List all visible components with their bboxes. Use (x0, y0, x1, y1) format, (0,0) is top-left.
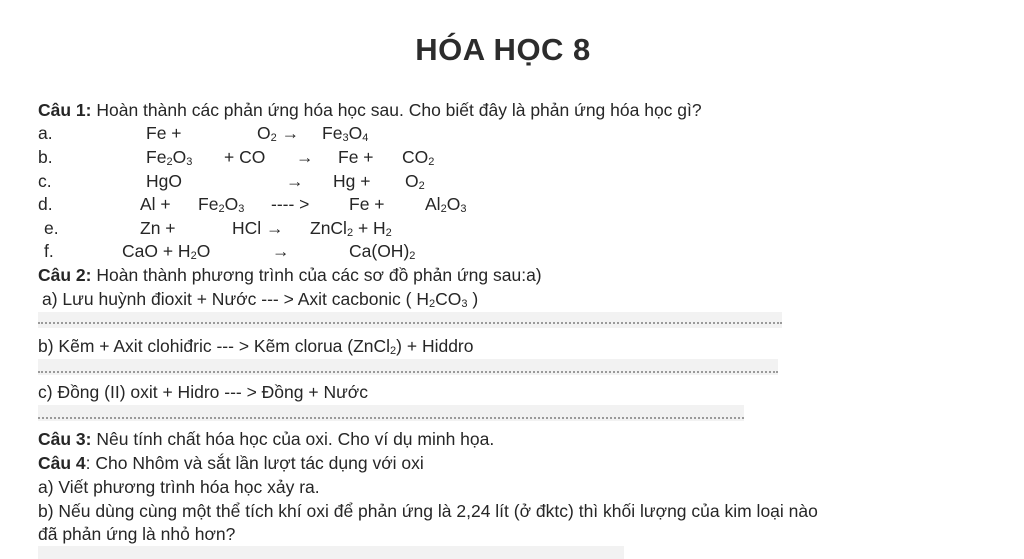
question-3-label: Câu 3: (38, 429, 92, 449)
question-4b-cont: đã phản ứng là nhỏ hơn? (38, 524, 236, 544)
question-1-label: Câu 1: (38, 100, 92, 120)
reaction-b-part: $CO_2$ (402, 147, 435, 168)
answer-area (38, 312, 782, 328)
question-2c: c) Đồng (II) oxit + Hidro --- > Đồng + Nước (38, 382, 369, 402)
reaction-a-letter: a. (38, 123, 53, 143)
reaction-c-part: $O_2$ (405, 171, 425, 192)
question-3 (38, 428, 494, 450)
reaction-f-part: → (272, 241, 290, 261)
answer-dotted-line (38, 322, 782, 324)
reaction-f-part: CaO + $H_2O$ (122, 241, 211, 262)
question-3-text: Nêu tính chất hóa học của oxi. Cho ví dụ minh họa. (96, 429, 495, 449)
reaction-a-part: Fe + (146, 123, 182, 143)
question-2b: b) Kẽm + Axit clohiđric --- > Kẽm clorua (ZnCl$_2$) + Hiddro (38, 336, 474, 357)
reaction-e-part: ZnCl$_2$ + $H_2$ (310, 218, 392, 239)
reaction-b-part: + CO (224, 147, 266, 167)
reaction-c-part: HgO (146, 171, 182, 191)
reaction-c-letter: c. (38, 171, 52, 191)
reaction-f-part: $Ca(OH)_2$ (349, 241, 416, 262)
question-2-label: Câu 2: (38, 265, 92, 285)
reaction-b-part: → (296, 147, 314, 167)
answer-dotted-line (38, 417, 744, 419)
question-2-text: Hoàn thành phương trình của các sơ đồ phản ứng sau:a) (96, 265, 542, 285)
question-4a: a) Viết phương trình hóa học xảy ra. (38, 477, 320, 497)
reaction-d-part: Al + (140, 194, 171, 214)
question-2a: a) Lưu huỳnh đioxit + Nước --- > Axit cacbonic ( $H_2CO_3$ ) (42, 289, 479, 310)
question-4-text: : Cho Nhôm và sắt lần lượt tác dụng với oxi (85, 453, 424, 473)
question-1-text: Hoàn thành các phản ứng hóa học sau. Cho biết đây là phản ứng hóa học gì? (96, 100, 702, 120)
reaction-d-part: ---- > (271, 194, 310, 214)
question-4 (38, 452, 424, 474)
question-4b: b) Nếu dùng cùng một thể tích khí oxi để phản ứng là 2,24 lít (ở đktc) thì khối lượng của kim loại nào (38, 501, 818, 521)
reaction-e-part: Zn + (140, 218, 176, 238)
reaction-e-part: HCl → (232, 218, 284, 238)
reaction-e-letter: e. (44, 218, 59, 238)
reaction-b-letter: b. (38, 147, 53, 167)
question-2 (38, 264, 542, 286)
reaction-f-letter: f. (44, 241, 54, 261)
reaction-c-part: Hg + (333, 171, 371, 191)
reaction-d-letter: d. (38, 194, 53, 214)
reaction-c-part: → (286, 171, 304, 191)
reaction-a-part: $Fe_3O_4$ (322, 123, 369, 144)
page-title: HÓA HỌC 8 (415, 32, 591, 67)
reaction-a-part: $O_2$ → (257, 123, 300, 144)
answer-dotted-line (38, 371, 778, 373)
question-4-label: Câu 4 (38, 453, 86, 473)
reaction-b-part: Fe + (338, 147, 374, 167)
reaction-d-part: $Fe_2O_3$ (198, 194, 245, 215)
reaction-d-part: $Al_2O_3$ (425, 194, 467, 215)
reaction-d-part: Fe + (349, 194, 385, 214)
answer-area (38, 546, 624, 559)
question-1 (38, 99, 702, 121)
reaction-b-part: $Fe_2O_3$ (146, 147, 193, 168)
